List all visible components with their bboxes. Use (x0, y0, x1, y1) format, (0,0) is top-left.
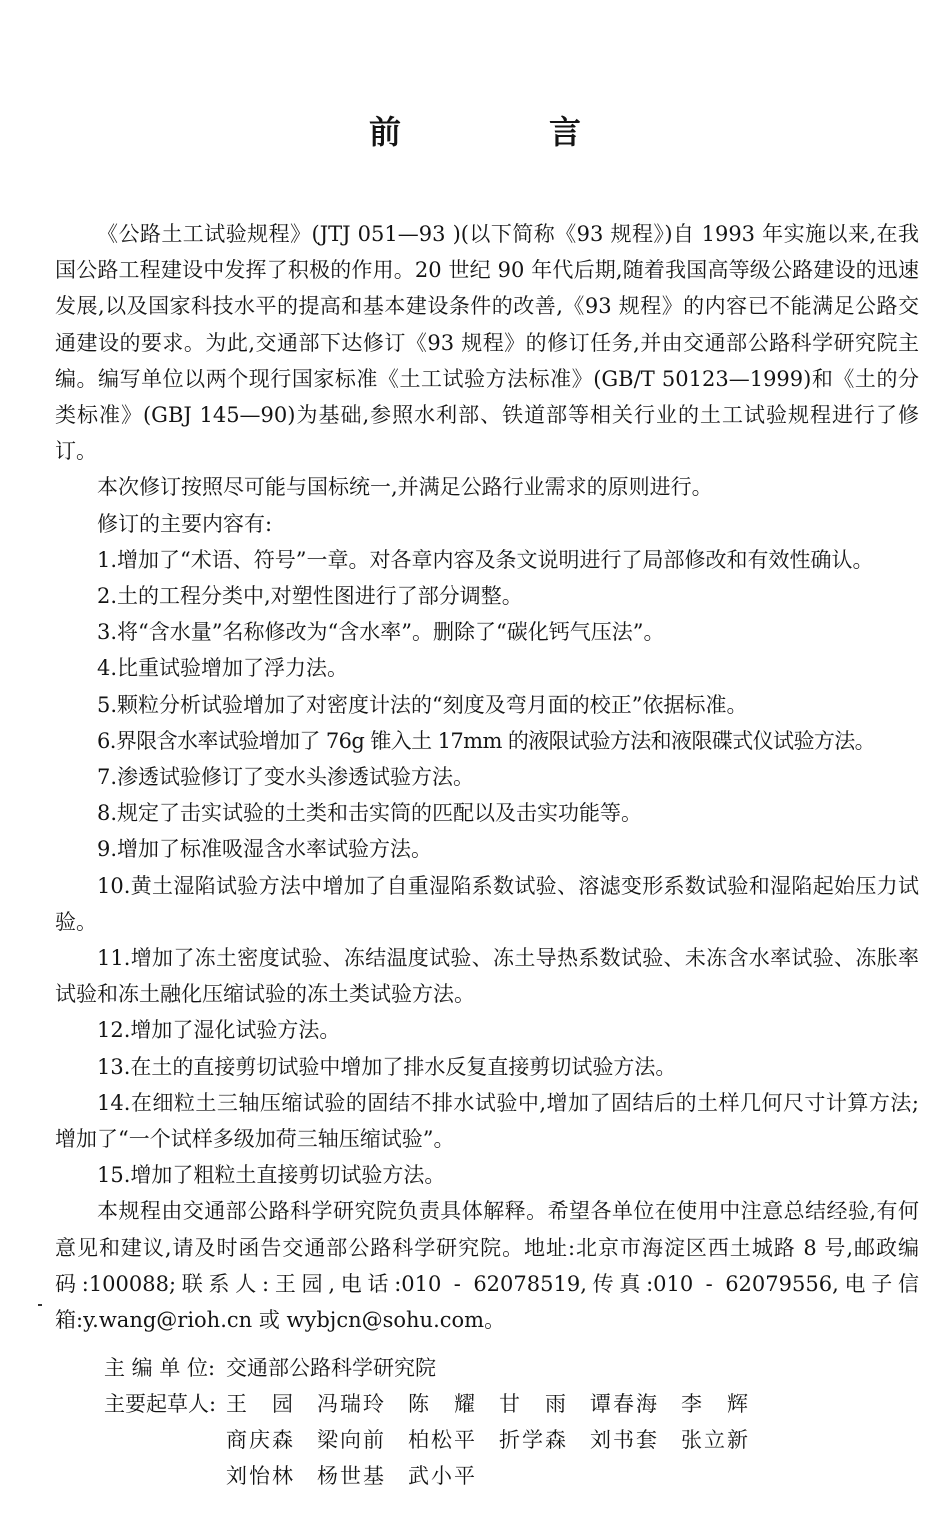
revision-item: 4.比重试验增加了浮力法。 (97, 656, 349, 681)
revision-item: 7.渗透试验修订了变水头渗透试验方法。 (97, 765, 475, 790)
drafters-row (104, 1386, 924, 1494)
paragraph: 《公路土工试验规程》(JTJ 051—93 )(以下简称《93 规程》)自 1993 年实施以来,在我国公路工程建设中发挥了积极的作用。20 世纪 90 年代后期,随着我国高等级公路建设的迅速发展,以及国家科技水平的提高和基本建设条件的改善,《93 规程》的内容已不能满足公路交通建设的要求。为此,交通部下达修订《93 规程》的修订任务,并由交通部公路科学研究院主编。编写单位以两个现行国家标准《土工试验方法标准》(GB/T 50123—1999)和《土的分类标准》(GBJ 145—90)为基础,参照水利部、铁道部等相关行业的土工试验规程进行了修订。 (55, 222, 919, 464)
revision-item: 10.黄土湿陷试验方法中增加了自重湿陷系数试验、溶滤变形系数试验和湿陷起始压力试验。 (55, 873, 919, 934)
revision-item: 5.颗粒分析试验增加了对密度计法的“刻度及弯月面的校正”依据标准。 (97, 692, 748, 717)
drafters-label: 主要起草人: (104, 1392, 217, 1416)
preface-body (55, 216, 919, 1338)
drafter-name: 商庆森 (226, 1428, 295, 1452)
drafter-name: 杨世基 (317, 1464, 386, 1488)
closing-paragraph: 本规程由交通部公路科学研究院负责具体解释。希望各单位在使用中注意总结经验,有何意见和建议,请及时函告交通部公路科学研究院。地址:北京市海淀区西土城路 8 号,邮政编码:100088;联系人:王园,电话:010 - 62078519,传真:010 - 62079556,电子信箱:y.wang@rioh.cn 或 wybjcn@sohu.com。 (55, 1199, 919, 1333)
drafter-name: 梁向前 (317, 1428, 386, 1452)
revision-item: 2.土的工程分类中,对塑性图进行了部分调整。 (97, 584, 523, 609)
revision-item: 12.增加了湿化试验方法。 (97, 1018, 341, 1043)
scan-mark (38, 1304, 42, 1306)
drafter-name: 冯瑞玲 (317, 1392, 386, 1416)
drafter-name: 李 辉 (681, 1392, 750, 1416)
revision-item: 13.在土的直接剪切试验中增加了排水反复直接剪切试验方法。 (97, 1054, 677, 1079)
credits-block (104, 1350, 924, 1494)
drafter-name: 柏松平 (408, 1428, 477, 1452)
drafter-name: 陈 耀 (408, 1392, 477, 1416)
revision-item: 1.增加了“术语、符号”一章。对各章内容及条文说明进行了局部修改和有效性确认。 (97, 547, 874, 572)
drafter-name: 折学森 (499, 1428, 568, 1452)
drafter-name: 武小平 (408, 1464, 477, 1488)
revision-item: 6.界限含水率试验增加了 76g 锥入土 17mm 的液限试验方法和液限碟式仪试验方法。 (97, 728, 876, 753)
drafter-name: 刘书套 (590, 1428, 659, 1452)
editor-row (104, 1350, 924, 1386)
revision-item: 3.将“含水量”名称修改为“含水率”。删除了“碳化钙气压法”。 (97, 620, 665, 645)
drafter-name: 甘 雨 (499, 1392, 568, 1416)
revision-item: 15.增加了粗粒土直接剪切试验方法。 (97, 1163, 446, 1188)
editor-value: 交通部公路科学研究院 (226, 1356, 436, 1380)
revision-item: 14.在细粒土三轴压缩试验的固结不排水试验中,增加了固结后的土样几何尺寸计算方法;增加了“一个试样多级加荷三轴压缩试验”。 (55, 1090, 919, 1152)
editor-label: 主 编 单 位: (104, 1356, 216, 1380)
drafter-name: 王 园 (226, 1392, 295, 1416)
drafters-list (226, 1386, 924, 1494)
drafter-name: 谭春海 (590, 1392, 659, 1416)
drafter-name: 刘怡林 (226, 1464, 295, 1488)
revision-item: 8.规定了击实试验的土类和击实筒的匹配以及击实功能等。 (97, 801, 643, 826)
paragraph: 修订的主要内容有: (97, 511, 273, 536)
page-title: 前 言 (368, 113, 639, 151)
paragraph: 本次修订按照尽可能与国标统一,并满足公路行业需求的原则进行。 (97, 475, 713, 500)
drafter-name: 张立新 (681, 1428, 750, 1452)
revision-item: 9.增加了标准吸湿含水率试验方法。 (97, 837, 433, 862)
revision-item: 11.增加了冻土密度试验、冻结温度试验、冻土导热系数试验、未冻含水率试验、冻胀率试验和冻土融化压缩试验的冻土类试验方法。 (55, 946, 919, 1007)
